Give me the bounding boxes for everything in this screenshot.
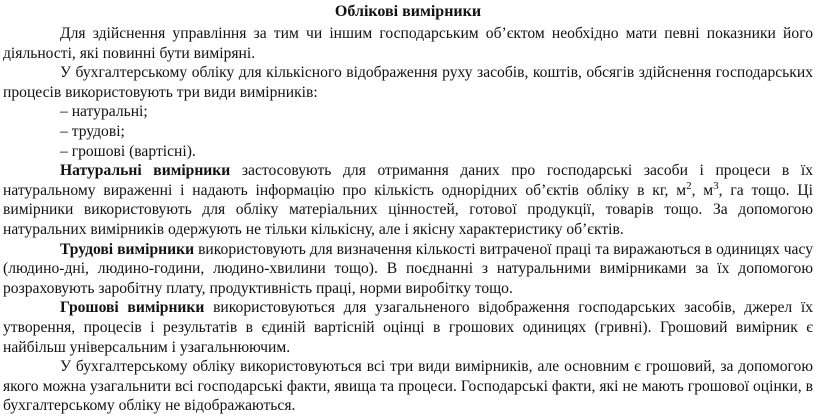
money-measures-paragraph [3, 298, 813, 357]
measures-intro-paragraph: У бухгалтерському обліку для кількісного відображення руху засобів, коштів, обсягів здійснення господарських процесів використовують три види вимірників: [3, 64, 813, 101]
natural-measures-term: Натуральні вимірники [60, 162, 231, 180]
natural-measures-text-c: , га тощо. Ці вимірники використовують для обліку матеріальних цінностей, готової продукції, товарів тощо. За допомогою натуральних вимірників одержують не тільки кількісну, але і якісну характеристику об’єктів. [3, 181, 813, 238]
money-measures-term: Грошові вимірники [60, 299, 205, 317]
natural-measures-text-a: застосовують для отримання даних про господарські засоби і процеси в їх натуральному вираженні і надають інформацію про кількість однорідних об’єктів обліку в кг, м [3, 162, 813, 199]
natural-measures-paragraph [3, 161, 813, 239]
list-item-labor: – трудові; [60, 122, 125, 140]
list-item-natural: – натуральні; [60, 103, 148, 121]
conclusion-paragraph: У бухгалтерському обліку використовуються всі три види вимірників, але основним є грошовий, за допомогою якого можна узагальнити всі господарські факти, явища та процеси. Господарські факти, які не мають грошової оцінки, в бухгалтерському обліку не відображаються. [3, 358, 813, 415]
labor-measures-term: Трудові вимірники [60, 240, 195, 258]
labor-measures-paragraph [3, 240, 813, 299]
natural-measures-sup-square: 2 [686, 179, 692, 192]
document-title: Облікові вимірники [334, 3, 482, 20]
natural-measures-text-b: , м [691, 181, 714, 199]
list-item-money: – грошові (вартісні). [60, 142, 196, 160]
labor-measures-text: використовують для визначення кількості витраченої праці та виражаються в одиницях часу (людино-дні, людино-години, людино-хвилини тощо). В поєднанні з натуральними вимірниками за їх допомогою розраховують заробітну плату, продуктивність праці, норми виробітку тощо. [3, 240, 813, 297]
intro-paragraph: Для здійснення управління за тим чи іншим господарським об’єктом необхідно мати певні показники його діяльності, які повинні бути виміряні. [3, 25, 813, 62]
money-measures-text: використовуються для узагальненого відображення господарських засобів, джерел їх утворення, процесів і результатів в єдиній вартісній оцінці в грошових одиницях (гривні). Грошовий вимірник є найбільш універсальним і узагальнюючим. [3, 299, 813, 356]
natural-measures-sup-cube: 3 [713, 179, 719, 192]
